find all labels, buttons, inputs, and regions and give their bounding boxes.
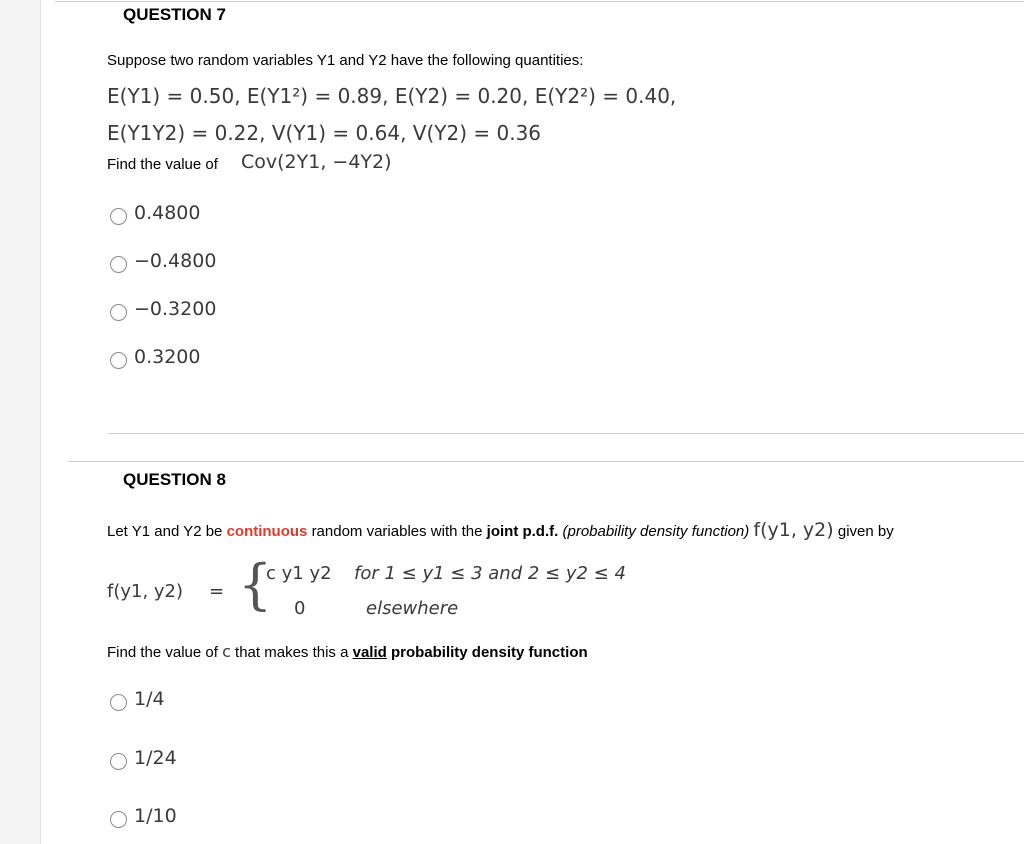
question-7-quantities-line-1: E(Y1) = 0.50, E(Y1²) = 0.89, E(Y2) = 0.20, E(Y2²) = 0.40,	[107, 84, 677, 108]
question-7-quantities-line-2: E(Y1Y2) = 0.22, V(Y1) = 0.64, V(Y2) = 0.36	[107, 121, 542, 145]
question-8-option[interactable]	[110, 686, 165, 711]
intro-text: Let Y1 and Y2 be	[107, 523, 223, 540]
case-1-expression: c y1 y2	[266, 563, 332, 584]
question-7-option[interactable]	[110, 200, 200, 225]
question-8-option[interactable]	[110, 803, 177, 828]
top-divider	[55, 1, 1024, 2]
option-label: 0.3200	[134, 345, 201, 368]
option-label: 1/24	[134, 746, 177, 769]
option-label: 1/4	[134, 687, 165, 710]
radio-button[interactable]	[110, 304, 127, 321]
find-end: probability density function	[390, 644, 588, 661]
joint-pdf-label: joint p.d.f.	[486, 523, 559, 540]
question-7-find-expression: Cov(2Y1, −4Y2)	[241, 151, 392, 173]
question-7-option[interactable]	[110, 248, 216, 273]
pdf-function: f(y1, y2)	[753, 519, 834, 541]
question-8-option[interactable]	[110, 745, 177, 770]
question-7-option[interactable]	[110, 296, 216, 321]
option-label: 1/10	[134, 804, 177, 827]
case-2-condition: elsewhere	[366, 598, 459, 619]
case-2-expression: 0	[294, 598, 306, 619]
left-gutter	[0, 0, 41, 844]
option-label: −0.4800	[134, 249, 217, 272]
find-prefix: Find the value of	[107, 644, 218, 661]
continuous-highlight: continuous	[226, 523, 308, 540]
radio-button[interactable]	[110, 352, 127, 369]
case-1-condition: for 1 ≤ y1 ≤ 3 and 2 ≤ y2 ≤ 4	[354, 563, 626, 584]
piecewise-brace: {	[238, 553, 273, 616]
radio-button[interactable]	[110, 694, 127, 711]
question-7-find-prefix: Find the value of	[107, 156, 218, 173]
pdf-equals: =	[209, 581, 225, 602]
question-7-intro: Suppose two random variables Y1 and Y2 have the following quantities:	[107, 52, 584, 69]
intro-text: random variables with the	[311, 523, 483, 540]
question-divider	[108, 433, 1024, 434]
question-7-option[interactable]	[110, 344, 200, 369]
valid-label: valid	[352, 644, 387, 661]
question-divider	[68, 461, 1024, 462]
pdf-definition: (probability density function)	[562, 523, 750, 540]
radio-button[interactable]	[110, 208, 127, 225]
option-label: −0.3200	[134, 297, 217, 320]
intro-text: given by	[837, 523, 894, 540]
option-label: 0.4800	[134, 201, 201, 224]
question-8-intro	[107, 519, 894, 541]
question-8-title: QUESTION 8	[123, 470, 226, 489]
question-8-find	[107, 642, 588, 661]
pdf-lhs: f(y1, y2)	[107, 581, 184, 602]
radio-button[interactable]	[110, 811, 127, 828]
question-7-title: QUESTION 7	[123, 5, 226, 24]
radio-button[interactable]	[110, 753, 127, 770]
radio-button[interactable]	[110, 256, 127, 273]
find-mid: that makes this a	[235, 644, 349, 661]
constant-c: c	[222, 642, 231, 661]
